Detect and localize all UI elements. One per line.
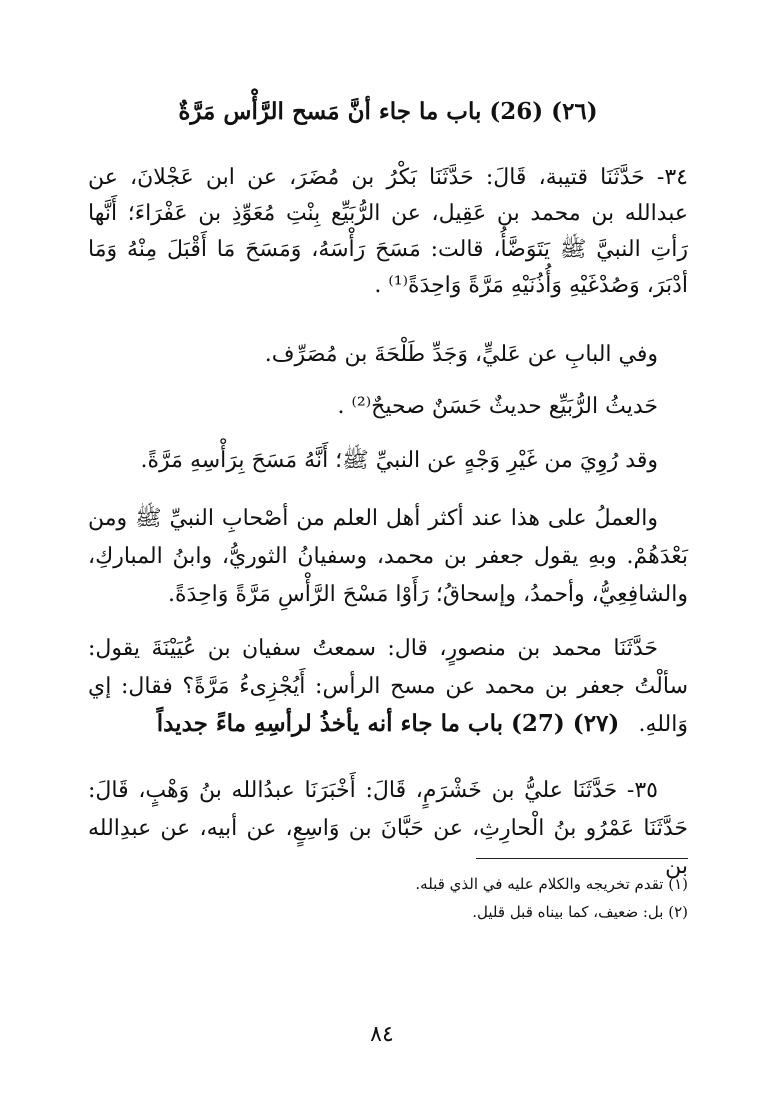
question-paragraph: حَدَّثَنَا محمد بن منصورٍ، قال: سمعتُ سفيان بن عُيَيْنَةَ يقول: سألْتُ جعفر بن محمد عن مسح الرأس: أَيُجْزِىءُ مَرَّةً؟ فقال: إي وَاللهِ.: [88, 636, 688, 737]
chapter-27-heading: (٢٧) (27) باب ما جاء أنه يأخذُ لرأسِهِ ماءً جديداً: [156, 710, 620, 737]
bab-note: وفي البابِ عن عَليٍّ، وَجَدِّ طَلْحَةَ بن مُصَرِّف.: [264, 342, 658, 367]
footnote-divider: [476, 858, 688, 859]
footnote-1: (١) تقدم تخريجه والكلام عليه في الذي قبله.: [415, 875, 688, 893]
hadith-34-paragraph: ٣٤- حَدَّثَنَا قتيبة، قَالَ: حَدَّثَنَا بَكْرُ بن مُضَرَ، عن ابن عَجْلانَ، عن عبدالله بن محمد بن عَقِيل، عن الرُّبَيِّع بِنْتِ مُعَوِّذِ بن عَفْرَاءَ؛ أَنَّها رَأتِ النبيَّ ﷺ يَتَوَضَّأُ، قالت: مَسَحَ رَأْسَهُ، وَمَسَحَ مَا أَقْبَلَ مِنْهُ وَمَا أدْبَرَ، وَصُدْغَيْهِ وَأُذُنَيْهِ مَرَّةً وَاحِدَةً⁽¹⁾ .: [88, 165, 688, 298]
hadith-35-paragraph: ٣٥- حَدَّثَنَا عليُّ بن خَشْرَمٍ، قَالَ: أَخْبَرَنَا عبدُالله بنُ وَهْبٍ، قَالَ: حَدَّثَنَا عَمْرُو بنُ الْحارِثِ، عن حَبَّانَ بن وَاسِعٍ، عن أبيه، عن عبدِالله بن: [88, 778, 688, 879]
chapter-26-heading: (٢٦) (26) باب ما جاء أنَّ مَسح الرَّأْس مَرَّةٌ: [178, 98, 598, 125]
practice-paragraph: والعملُ على هذا عند أكثر أهل العلم من أصْحابِ النبيِّ ﷺ ومن بَعْدَهُمْ. وبهِ يقول جعفر بن محمد، وسفيانُ الثوريُّ، وابنُ المباركِ، والشافِعِيُّ، وأحمدُ، وإسحاقُ؛ رَأَوْا مَسْحَ الرَّأْسِ مَرَّةً وَاحِدَةً.: [88, 506, 688, 607]
narration-text: وقد رُوِيَ من غَيْرِ وَجْهٍ عن النبيِّ ﷺ؛ أَنَّهُ مَسَحَ بِرَأْسِهِ مَرَّةً.: [140, 448, 658, 473]
page-number: ٨٤: [370, 1022, 394, 1047]
grading-text: حَديثُ الرُّبَيِّع حديثٌ حَسَنٌ صحيحٌ⁽²⁾ .: [337, 394, 658, 419]
footnote-2: (٢) بل: ضعيف، كما بيناه قبل قليل.: [472, 903, 688, 921]
